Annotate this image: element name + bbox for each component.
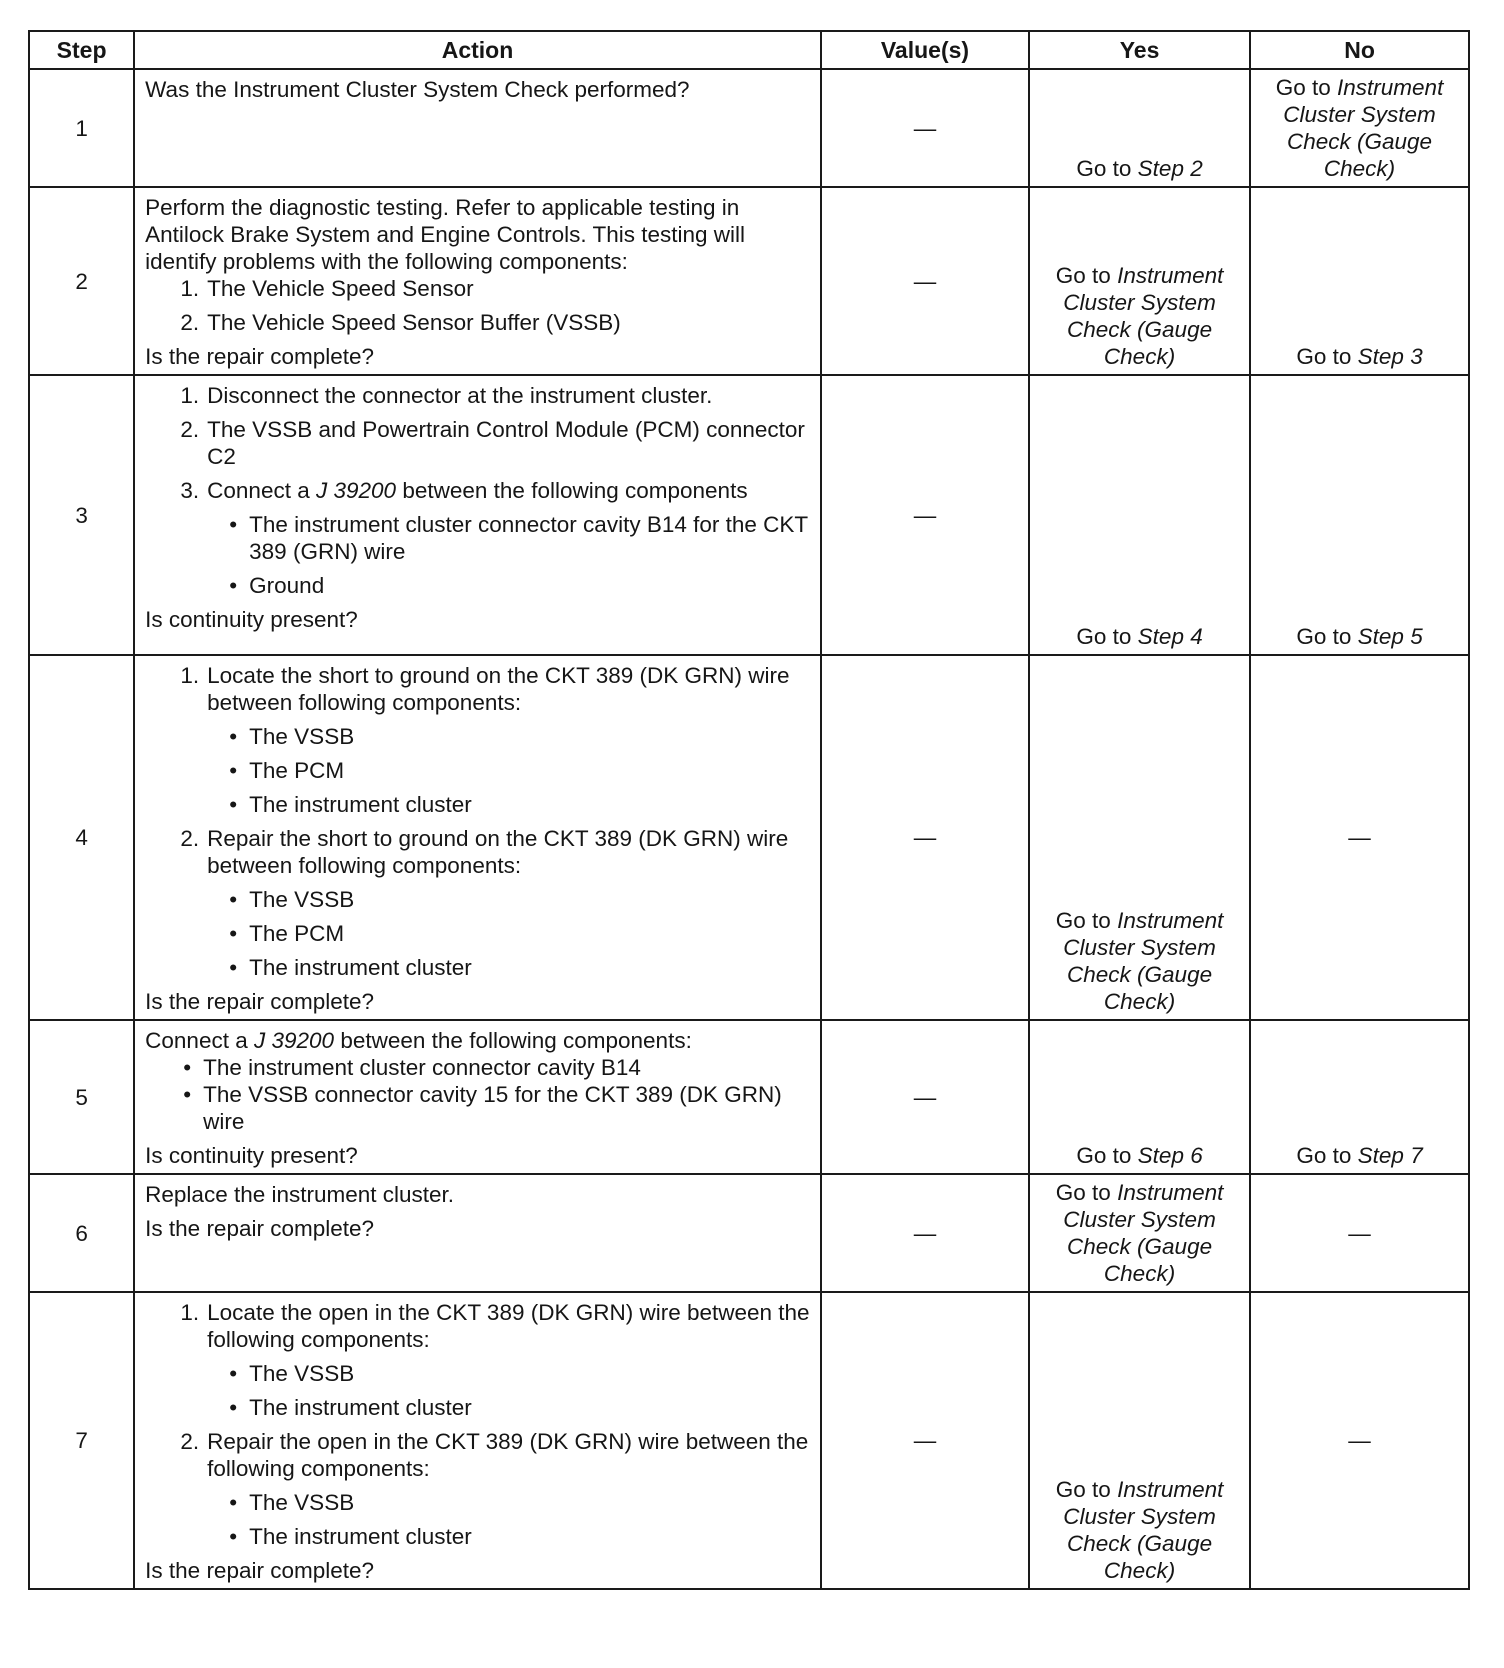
step-reference: Step 7 [1357, 1143, 1423, 1168]
no-cell: — [1250, 655, 1469, 1020]
go-to-label: Go to [1076, 624, 1132, 649]
procedure-reference: Instrument Cluster System Check (Gauge Check) [1063, 908, 1224, 1014]
procedure-reference: Instrument Cluster System Check (Gauge Check) [1063, 1477, 1224, 1583]
bullet-item: • The instrument cluster [229, 1524, 472, 1549]
value-cell: — [821, 375, 1029, 655]
step-number: 5 [29, 1020, 134, 1174]
value-cell: — [821, 1020, 1029, 1174]
bullet-item: • The instrument cluster [229, 1395, 472, 1420]
action-cell [134, 1020, 821, 1174]
action-intro: Perform the diagnostic testing. Refer to applicable testing in Antilock Brake System and Engine Controls. This testing will identify problems with the following components: [145, 195, 746, 274]
tool-reference: J 39200 [316, 478, 397, 503]
table-row [29, 375, 1469, 655]
bullet-item: • The VSSB [229, 887, 355, 912]
header-step: Step [29, 31, 134, 69]
numbered-item: 1. Disconnect the connector at the instrument cluster. [180, 383, 713, 408]
step-number: 7 [29, 1292, 134, 1589]
step-number: 4 [29, 655, 134, 1020]
action-intro: Connect a J 39200 between the following components: [145, 1028, 692, 1053]
action-question: Was the Instrument Cluster System Check performed? [145, 77, 690, 102]
action-cell [134, 375, 821, 655]
table-row [29, 69, 1469, 187]
numbered-item: 1. Locate the open in the CKT 389 (DK GRN) wire between the following components: [180, 1300, 810, 1352]
no-cell: — [1250, 1174, 1469, 1292]
go-to-label: Go to [1076, 156, 1132, 181]
step-number: 2 [29, 187, 134, 375]
value-cell: — [821, 1174, 1029, 1292]
action-cell [134, 69, 821, 187]
numbered-item: 2. The Vehicle Speed Sensor Buffer (VSSB) [180, 310, 621, 335]
no-cell [1250, 69, 1469, 187]
go-to-label: Go to [1296, 344, 1352, 369]
header-values: Value(s) [821, 31, 1029, 69]
bullet-item: • Ground [229, 573, 325, 598]
yes-cell [1029, 1174, 1250, 1292]
table-row [29, 187, 1469, 375]
yes-cell [1029, 1292, 1250, 1589]
procedure-reference: Instrument Cluster System Check (Gauge Check) [1063, 1180, 1224, 1286]
go-to-label: Go to [1055, 1477, 1111, 1502]
bullet-item: • The instrument cluster connector cavity B14 [183, 1055, 641, 1080]
action-cell [134, 187, 821, 375]
bullet-item: • The instrument cluster [229, 955, 472, 980]
no-cell [1250, 1020, 1469, 1174]
header-yes: Yes [1029, 31, 1250, 69]
bullet-item: • The VSSB [229, 724, 355, 749]
no-cell: — [1250, 1292, 1469, 1589]
step-reference: Step 6 [1137, 1143, 1203, 1168]
bullet-item: • The instrument cluster connector cavity B14 for the CKT 389 (GRN) wire [229, 512, 808, 564]
go-to-label: Go to [1055, 263, 1111, 288]
no-cell [1250, 375, 1469, 655]
no-cell [1250, 187, 1469, 375]
action-cell [134, 1292, 821, 1589]
bullet-item: • The PCM [229, 921, 345, 946]
numbered-item: 2. Repair the short to ground on the CKT 389 (DK GRN) wire between following components: [180, 826, 789, 878]
numbered-item: 1. Locate the short to ground on the CKT 389 (DK GRN) wire between following components: [180, 663, 790, 715]
table-row [29, 1292, 1469, 1589]
action-question: Is the repair complete? [145, 989, 375, 1014]
yes-cell [1029, 655, 1250, 1020]
bullet-item: • The VSSB [229, 1490, 355, 1515]
value-cell: — [821, 187, 1029, 375]
step-reference: Step 4 [1137, 624, 1203, 649]
numbered-item: 2. The VSSB and Powertrain Control Module (PCM) connector C2 [180, 417, 805, 469]
yes-cell [1029, 187, 1250, 375]
action-question: Is the repair complete? [145, 1216, 375, 1241]
value-cell: — [821, 1292, 1029, 1589]
procedure-reference: Instrument Cluster System Check (Gauge Check) [1283, 75, 1444, 181]
table-row [29, 655, 1469, 1020]
action-question: Is continuity present? [145, 1143, 358, 1168]
action-cell [134, 1174, 821, 1292]
tool-reference: J 39200 [254, 1028, 335, 1053]
numbered-item: 2. Repair the open in the CKT 389 (DK GRN) wire between the following components: [180, 1429, 809, 1481]
step-reference: Step 5 [1357, 624, 1423, 649]
go-to-label: Go to [1296, 1143, 1352, 1168]
step-reference: Step 2 [1137, 156, 1203, 181]
step-number: 6 [29, 1174, 134, 1292]
value-cell: — [821, 655, 1029, 1020]
step-number: 3 [29, 375, 134, 655]
yes-cell [1029, 69, 1250, 187]
diagnostic-table [28, 30, 1470, 1590]
action-question: Is the repair complete? [145, 1558, 375, 1583]
yes-cell [1029, 375, 1250, 655]
bullet-item: • The VSSB [229, 1361, 355, 1386]
yes-cell [1029, 1020, 1250, 1174]
go-to-label: Go to [1055, 1180, 1111, 1205]
step-reference: Step 3 [1357, 344, 1423, 369]
table-row [29, 1174, 1469, 1292]
table-row [29, 1020, 1469, 1174]
step-number: 1 [29, 69, 134, 187]
action-question: Is continuity present? [145, 607, 358, 632]
bullet-item: • The instrument cluster [229, 792, 472, 817]
header-action: Action [134, 31, 821, 69]
header-no: No [1250, 31, 1469, 69]
bullet-item: • The VSSB connector cavity 15 for the CKT 389 (DK GRN) wire [183, 1082, 782, 1134]
go-to-label: Go to [1275, 75, 1331, 100]
bullet-item: • The PCM [229, 758, 345, 783]
numbered-item: 1. The Vehicle Speed Sensor [180, 276, 474, 301]
action-question: Is the repair complete? [145, 344, 375, 369]
header-row [29, 31, 1469, 69]
numbered-item: 3. Connect a J 39200 between the following components [180, 478, 748, 503]
procedure-reference: Instrument Cluster System Check (Gauge Check) [1063, 263, 1224, 369]
action-line: Replace the instrument cluster. [145, 1182, 455, 1207]
go-to-label: Go to [1055, 908, 1111, 933]
go-to-label: Go to [1076, 1143, 1132, 1168]
go-to-label: Go to [1296, 624, 1352, 649]
value-cell: — [821, 69, 1029, 187]
action-cell [134, 655, 821, 1020]
